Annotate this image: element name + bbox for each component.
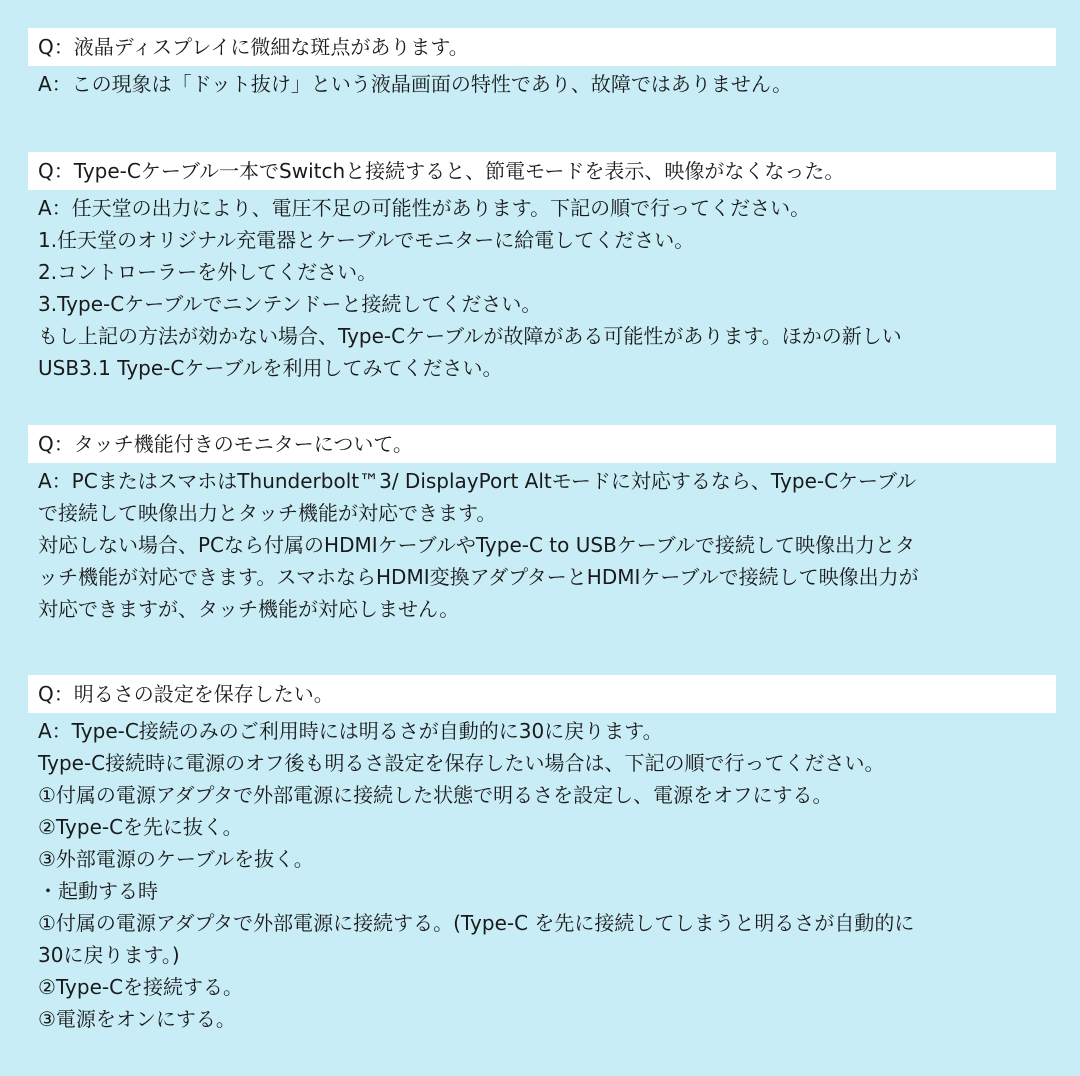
question-bar: Q：明るさの設定を保存したい。: [28, 675, 1056, 713]
answer-line: A：任天堂の出力により、電圧不足の可能性があります。下記の順で行ってください。: [38, 196, 811, 220]
answer-line: 対応できますが、タッチ機能が対応しません。: [38, 597, 460, 621]
answer-line: 30に戻ります。): [38, 943, 180, 967]
answer-line: ③電源をオンにする。: [38, 1007, 236, 1031]
answer-line: USB3.1 Type-Cケーブルを利用してみてください。: [38, 356, 503, 380]
answer-line: ッチ機能が対応できます。スマホならHDMI変換アダプターとHDMIケーブルで接続して映像出力が: [38, 565, 919, 589]
faq-item: [28, 675, 1056, 1035]
answer-line: A：この現象は「ドット抜け」という液晶画面の特性であり、故障ではありません。: [38, 72, 793, 96]
answer-line: ・起動する時: [38, 879, 158, 903]
question-bar: Q：タッチ機能付きのモニターについて。: [28, 425, 1056, 463]
answer-line: ①付属の電源アダプタで外部電源に接続した状態で明るさを設定し、電源をオフにする。: [38, 783, 833, 807]
answer-block: [28, 192, 1056, 384]
question-bar: Q：Type-Cケーブル一本でSwitchと接続すると、節電モードを表示、映像がなくなった。: [28, 152, 1056, 190]
answer-block: [28, 68, 1056, 100]
answer-line: ①付属の電源アダプタで外部電源に接続する。(Type-C を先に接続してしまうと明るさが自動的に: [38, 911, 915, 935]
faq-item: [28, 152, 1056, 384]
answer-line: Type-C接続時に電源のオフ後も明るさ設定を保存したい場合は、下記の順で行ってください。: [38, 751, 885, 775]
faq-item: [28, 28, 1056, 100]
faq-item: [28, 425, 1056, 625]
answer-line: で接続して映像出力とタッチ機能が対応できます。: [38, 501, 497, 525]
question-bar: Q：液晶ディスプレイに微細な斑点があります。: [28, 28, 1056, 66]
answer-line: 1.任天堂のオリジナル充電器とケーブルでモニターに給電してください。: [38, 228, 695, 252]
answer-line: 3.Type-Cケーブルでニンテンドーと接続してください。: [38, 292, 542, 316]
answer-line: ②Type-Cを先に抜く。: [38, 815, 243, 839]
answer-block: [28, 465, 1056, 625]
answer-block: [28, 715, 1056, 1035]
answer-line: もし上記の方法が効かない場合、Type-Cケーブルが故障がある可能性があります。ほかの新しい: [38, 324, 902, 348]
answer-line: ③外部電源のケーブルを抜く。: [38, 847, 314, 871]
answer-line: A：PCまたはスマホはThunderbolt™3/ DisplayPort Altモードに対応するなら、Type-Cケーブル: [38, 469, 917, 493]
answer-line: 対応しない場合、PCなら付属のHDMIケーブルやType-C to USBケーブルで接続して映像出力とタ: [38, 533, 915, 557]
answer-line: 2.コントローラーを外してください。: [38, 260, 378, 284]
answer-line: A：Type-C接続のみのご利用時には明るさが自動的に30に戻ります。: [38, 719, 663, 743]
answer-line: ②Type-Cを接続する。: [38, 975, 244, 999]
